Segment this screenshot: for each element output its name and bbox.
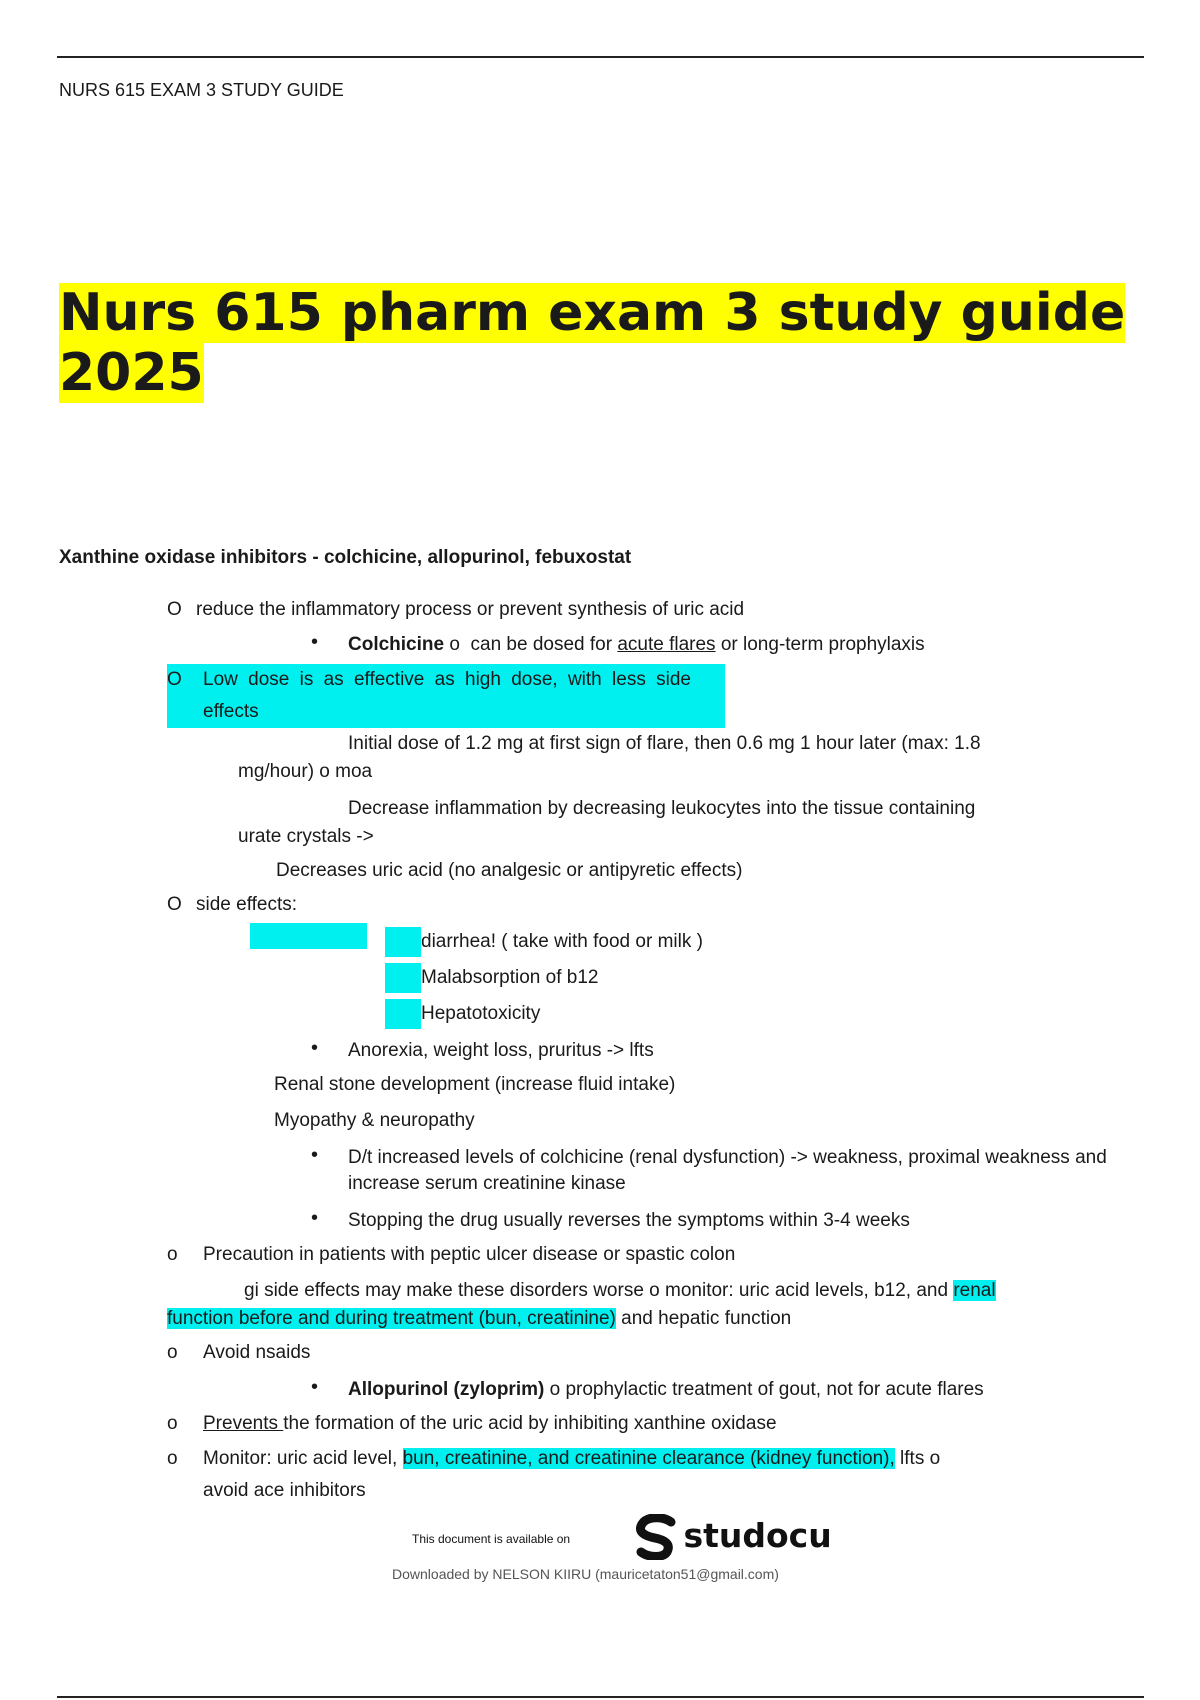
highlight-mark: [385, 927, 421, 957]
list-item: reduce the inflammatory process or prevent synthesis of uric acid: [196, 599, 745, 620]
text-fragment: and hepatic function: [621, 1308, 792, 1329]
underlined-text: Prevents: [203, 1413, 284, 1434]
document-title: [59, 283, 1125, 403]
bullet-dot: •: [311, 1207, 319, 1229]
drug-name-allopurinol: Allopurinol (zyloprim): [348, 1379, 545, 1400]
bullet-o: o: [167, 1413, 178, 1434]
text-fragment: the formation of the uric acid by inhibiting xanthine oxidase: [283, 1413, 777, 1434]
text-fragment: gi side effects may make these disorders worse o monitor: uric acid levels, b12, and: [244, 1280, 949, 1301]
list-item: Anorexia, weight loss, pruritus -> lfts: [348, 1040, 654, 1061]
text-fragment: or long-term prophylaxis: [720, 634, 925, 655]
list-item: [348, 1377, 984, 1403]
text-fragment: Monitor: uric acid level,: [203, 1448, 398, 1469]
bullet-dot: •: [311, 631, 319, 653]
sub-marker: o: [449, 634, 460, 655]
top-rule: [57, 56, 1144, 58]
list-item: side effects:: [196, 894, 298, 915]
list-item: increase serum creatinine kinase: [348, 1173, 626, 1194]
bullet-o: o: [167, 1244, 178, 1265]
list-item: avoid ace inhibitors: [203, 1480, 366, 1501]
underlined-text: acute flares: [617, 634, 716, 655]
side-effect-item: Hepatotoxicity: [421, 1003, 541, 1024]
list-item: [203, 1446, 940, 1472]
text-fragment: o prophylactic treatment of gout, not for acute flares: [549, 1379, 984, 1400]
text-fragment: lfts o: [900, 1448, 941, 1469]
list-item: Stopping the drug usually reverses the symptoms within 3-4 weeks: [348, 1210, 910, 1231]
list-item: Renal stone development (increase fluid intake): [274, 1074, 676, 1095]
bullet-o: O: [167, 669, 182, 690]
list-item: Precaution in patients with peptic ulcer disease or spastic colon: [203, 1244, 736, 1265]
list-item: Decreases uric acid (no analgesic or antipyretic effects): [276, 860, 743, 881]
drug-name-colchicine: Colchicine: [348, 634, 445, 655]
highlight-mark: [250, 923, 367, 949]
studocu-brand: studocu: [683, 1515, 832, 1555]
section-heading: Xanthine oxidase inhibitors - colchicine, allopurinol, febuxostat: [59, 547, 632, 568]
highlighted-text: function before and during treatment (bun, creatinine): [167, 1308, 616, 1329]
list-item: effects: [203, 701, 259, 722]
list-item: Initial dose of 1.2 mg at first sign of flare, then 0.6 mg 1 hour later (max: 1.8: [348, 733, 981, 754]
title-line-2: 2025: [59, 343, 204, 403]
available-text: This document is available on: [412, 1532, 571, 1546]
downloaded-by: Downloaded by NELSON KIIRU (mauricetaton51@gmail.com): [392, 1566, 779, 1582]
highlighted-text: bun, creatinine, and creatinine clearance (kidney function),: [402, 1448, 895, 1469]
highlight-mark: [385, 963, 421, 993]
studocu-logo: [633, 1514, 832, 1562]
bullet-dot: •: [311, 1037, 319, 1059]
list-item: [203, 1411, 777, 1437]
list-item: [348, 632, 925, 658]
bullet-o: O: [167, 599, 182, 620]
bullet-dot: •: [311, 1376, 319, 1398]
highlighted-text: renal: [953, 1280, 996, 1301]
list-item: [167, 1306, 791, 1332]
list-item: D/t increased levels of colchicine (renal dysfunction) -> weakness, proximal weakness and: [348, 1147, 1107, 1168]
running-header: NURS 615 EXAM 3 STUDY GUIDE: [59, 80, 344, 100]
list-item: Myopathy & neuropathy: [274, 1110, 475, 1131]
bottom-rule: [57, 1696, 1144, 1698]
bullet-dot: •: [311, 1144, 319, 1166]
side-effect-item: Malabsorption of b12: [421, 967, 599, 988]
studocu-icon: [633, 1514, 679, 1560]
text-fragment: can be dosed for: [470, 634, 613, 655]
bullet-o: O: [167, 894, 182, 915]
list-item: mg/hour) o moa: [238, 761, 373, 782]
list-item: Decrease inflammation by decreasing leukocytes into the tissue containing: [348, 798, 976, 819]
title-line-1: Nurs 615 pharm exam 3 study guide: [59, 283, 1126, 343]
list-item: Low dose is as effective as high dose, with less side: [203, 669, 691, 690]
list-item: urate crystals ->: [238, 826, 374, 847]
list-item: [244, 1278, 996, 1304]
bullet-o: o: [167, 1448, 178, 1469]
list-item: Avoid nsaids: [203, 1342, 311, 1363]
bullet-o: o: [167, 1342, 178, 1363]
highlight-mark: [385, 999, 421, 1029]
side-effect-item: diarrhea! ( take with food or milk ): [421, 931, 703, 952]
